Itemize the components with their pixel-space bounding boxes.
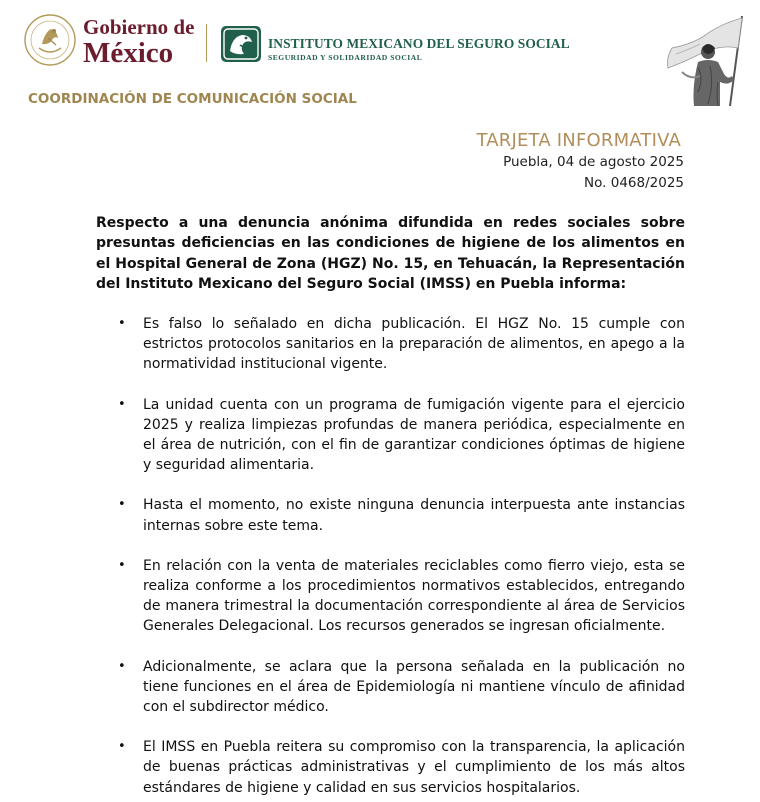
list-item xyxy=(96,314,685,375)
bullet: • xyxy=(118,658,126,674)
bullet: • xyxy=(118,557,126,573)
list-item-text: La unidad cuenta con un programa de fumigación vigente para el ejercicio 2025 y realiza limpiezas profundas de manera periódica, especialmente en el área de nutrición, con el fin de garantizar condiciones óptimas de higiene y seguridad alimentaria. xyxy=(143,396,685,474)
imss-eagle-icon xyxy=(220,25,262,63)
list-item xyxy=(96,737,685,798)
document-number: No. 0468/2025 xyxy=(584,175,684,191)
list-item-text: En relación con la venta de materiales reciclables como fierro viejo, esta se realiza conforme a los procedimientos normativos establecidos, entregando de manera trimestral la documentación correspondiente al área de Servicios Generales Delegacional. Los recursos generados se ingresan oficialmente. xyxy=(143,557,685,635)
lead-paragraph: Respecto a una denuncia anónima difundida en redes sociales sobre presuntas deficiencias en las condiciones de higiene de los alimentos en el Hospital General de Zona (HGZ) No. 15, en Tehuacán, la Representación del Instituto Mexicano del Seguro Social (IMSS) en Puebla informa: xyxy=(96,215,685,292)
gobierno-logo-line2: México xyxy=(83,37,174,69)
list-item xyxy=(96,395,685,476)
list-item xyxy=(96,556,685,637)
list-item-text: Hasta el momento, no existe ninguna denuncia interpuesta ante instancias internas sobre este tema. xyxy=(143,497,685,534)
document-type: TARJETA INFORMATIVA xyxy=(476,130,681,151)
coat-of-arms-icon xyxy=(24,14,76,66)
imss-logo-text xyxy=(268,36,570,62)
document-header xyxy=(0,0,760,120)
bullet: • xyxy=(118,316,126,331)
gobierno-de-mexico-logo xyxy=(83,17,194,68)
imss-tagline: SEGURIDAD Y SOLIDARIDAD SOCIAL xyxy=(268,53,423,62)
bullet: • xyxy=(118,739,126,755)
heroine-flag-icon xyxy=(658,14,748,108)
bullet: • xyxy=(118,396,126,412)
list-item xyxy=(96,495,685,535)
list-item-text: Adicionalmente, se aclara que la persona señalada en la publicación no tiene funciones en el área de Epidemiología ni mantiene vínculo de afinidad con el subdirector médico. xyxy=(143,658,685,716)
statement-list xyxy=(96,314,685,798)
list-item xyxy=(96,657,685,718)
list-item-text: Es falso lo señalado en dicha publicación. El HGZ No. 15 cumple con estrictos protocolos sanitarios en la preparación de alimentos, en apego a la normatividad institucional vigente. xyxy=(143,316,685,373)
department-name: COORDINACIÓN DE COMUNICACIÓN SOCIAL xyxy=(28,91,357,107)
list-item-text: El IMSS en Puebla reitera su compromiso con la transparencia, la aplicación de buenas prácticas administrativas y el cumplimiento de los más altos estándares de higiene y calidad en sus servicios hospitalarios. xyxy=(143,739,685,796)
bullet: • xyxy=(118,497,126,513)
place-date: Puebla, 04 de agosto 2025 xyxy=(503,154,684,170)
imss-name: INSTITUTO MEXICANO DEL SEGURO SOCIAL xyxy=(268,36,570,51)
logo-divider xyxy=(206,24,207,62)
gobierno-logo-line1: Gobierno de xyxy=(83,15,195,39)
